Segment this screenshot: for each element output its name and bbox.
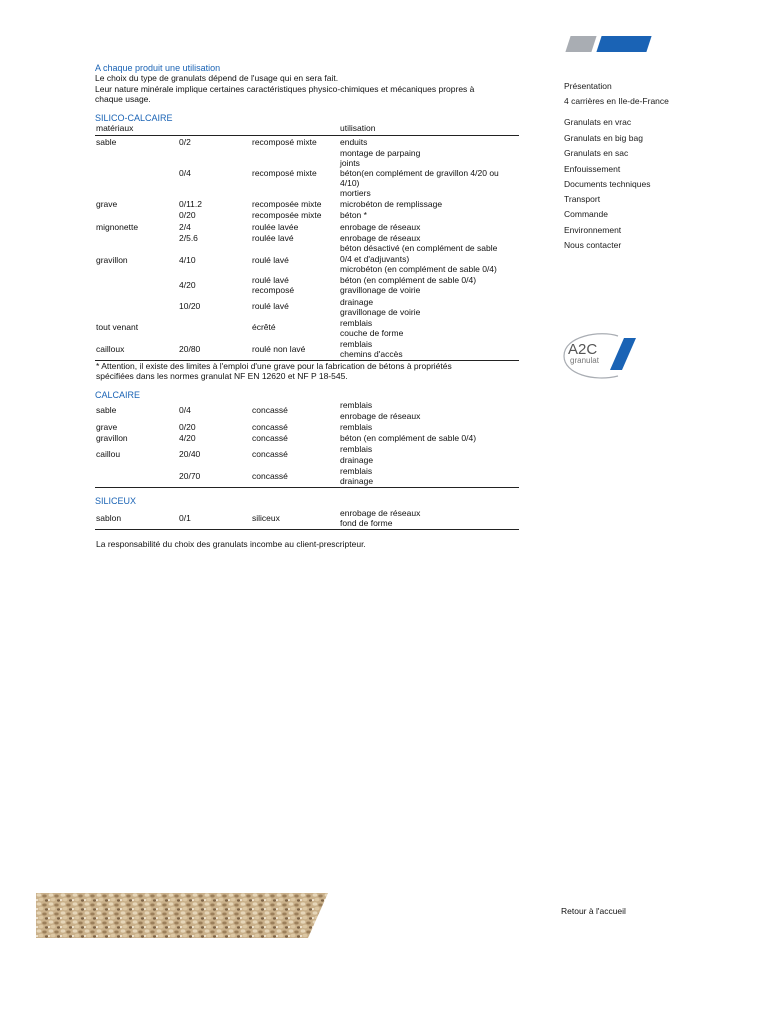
nav-item-carrieres[interactable]: 4 carrières en Ile-de-France: [564, 96, 669, 106]
cell-usage: drainage: [340, 455, 374, 465]
cell-size: 20/70: [179, 471, 201, 481]
cell-type: concassé: [252, 405, 288, 415]
cell-usage: gravillonage de voirie: [340, 307, 421, 317]
nav-item-enfouissement[interactable]: Enfouissement: [564, 164, 621, 174]
table-rule-top: [95, 135, 519, 136]
cell-size: 2/4: [179, 222, 191, 232]
cell-size: 0/2: [179, 137, 191, 147]
cell-size: 0/4: [179, 168, 191, 178]
cell-size: 0/1: [179, 513, 191, 523]
cell-material: gravillon: [96, 255, 128, 265]
cell-usage: béton (en complément de sable 0/4): [340, 275, 477, 285]
cell-size: 10/20: [179, 301, 201, 311]
cell-type: recomposé mixte: [252, 168, 317, 178]
cell-usage: enrobage de réseaux: [340, 233, 421, 243]
cell-usage: béton désactivé (en complément de sable: [340, 243, 498, 253]
cell-type: roulée lavée: [252, 222, 299, 232]
cell-usage: enrobage de réseaux: [340, 222, 421, 232]
cell-usage: fond de forme: [340, 518, 393, 528]
cell-size: 2/5.6: [179, 233, 198, 243]
nav-item-big-bag[interactable]: Granulats en big bag: [564, 133, 643, 143]
header-materials: matériaux: [96, 123, 134, 133]
cell-type: recomposé: [252, 285, 295, 295]
cell-material: tout venant: [96, 322, 139, 332]
intro-block: [95, 63, 515, 105]
cell-size: 4/20: [179, 433, 196, 443]
cell-usage: remblais: [340, 444, 373, 454]
cell-type: concassé: [252, 449, 288, 459]
cell-material: grave: [96, 422, 118, 432]
cell-usage: couche de forme: [340, 328, 404, 338]
cell-size: 0/20: [179, 422, 196, 432]
a2c-logo-sub: granulat: [570, 356, 599, 365]
cell-usage: béton(en complément de gravillon 4/20 ou: [340, 168, 499, 178]
cell-material: cailloux: [96, 344, 125, 354]
cell-material: sable: [96, 137, 117, 147]
cell-usage: 0/4 et d'adjuvants): [340, 254, 410, 264]
table-rule-calcaire: [95, 487, 519, 488]
gravel-texture: [36, 893, 328, 938]
cell-usage: drainage: [340, 297, 374, 307]
page-title: A chaque produit une utilisation: [95, 63, 221, 73]
cell-usage: chemins d'accès: [340, 349, 403, 359]
table-rule-siliceux: [95, 529, 519, 530]
nav-item-presentation[interactable]: Présentation: [564, 81, 612, 91]
cell-usage: montage de parpaing: [340, 148, 421, 158]
cell-material: caillou: [96, 449, 121, 459]
cell-type: recomposée mixte: [252, 199, 322, 209]
cell-type: concassé: [252, 422, 288, 432]
cell-usage: microbéton de remplissage: [340, 199, 443, 209]
cell-usage: remblais: [340, 339, 373, 349]
a2c-logo-text: A2C: [568, 341, 598, 358]
section-title-siliceux: SILICEUX: [95, 496, 137, 506]
cell-type: concassé: [252, 471, 288, 481]
cell-usage: enduits: [340, 137, 368, 147]
responsibility-note: La responsabilité du choix des granulats incombe au client-prescripteur.: [96, 539, 366, 549]
cell-usage: béton (en complément de sable 0/4): [340, 433, 477, 443]
cell-material: sablon: [96, 513, 122, 523]
footnote-line-2: spécifiées dans les normes granulat NF EN 12620 et NF P 18-545.: [96, 371, 348, 381]
nav-item-documents[interactable]: Documents techniques: [564, 179, 651, 189]
cell-size: 20/80: [179, 344, 201, 354]
cell-type: roulé lavé: [252, 275, 289, 285]
cell-usage: gravillonage de voirie: [340, 285, 421, 295]
cell-type: recomposé mixte: [252, 137, 317, 147]
cell-usage: enrobage de réseaux: [340, 411, 421, 421]
nav-item-environnement[interactable]: Environnement: [564, 225, 622, 235]
intro-line-1: Le choix du type de granulats dépend de l'usage qui en sera fait.: [95, 73, 339, 83]
cell-usage: remblais: [340, 466, 373, 476]
footnote-line-1: * Attention, il existe des limites à l'emploi d'une grave pour la fabrication de bétons à propriétés: [96, 361, 452, 371]
cell-usage: microbéton (en complément de sable 0/4): [340, 264, 497, 274]
cell-size: 0/4: [179, 405, 191, 415]
cell-size: 4/20: [179, 280, 196, 290]
cell-size: 0/11.2: [179, 199, 203, 209]
cell-type: roulé non lavé: [252, 344, 306, 354]
section-title-silico: SILICO-CALCAIRE: [95, 113, 173, 123]
nav-item-contact[interactable]: Nous contacter: [564, 240, 622, 250]
sidebar-nav: [564, 0, 744, 260]
cell-usage: remblais: [340, 318, 373, 328]
cell-size: 0/20: [179, 210, 196, 220]
cell-material: mignonette: [96, 222, 139, 232]
intro-line-2: Leur nature minérale implique certaines caractéristiques physico-chimiques et mécaniques propres à: [95, 83, 475, 94]
cell-material: sable: [96, 405, 117, 415]
cell-type: concassé: [252, 433, 288, 443]
cell-type: écrêté: [252, 322, 276, 332]
intro-line-3: chaque usage.: [95, 94, 151, 104]
nav-item-commande[interactable]: Commande: [564, 209, 608, 219]
cell-size: 20/40: [179, 449, 201, 459]
header-usage: utilisation: [340, 123, 376, 133]
cell-type: roulé lavé: [252, 255, 289, 265]
cell-usage: remblais: [340, 400, 373, 410]
cell-usage: remblais: [340, 422, 373, 432]
back-home-link[interactable]: Retour à l'accueil: [561, 906, 626, 916]
cell-type: recomposée mixte: [252, 210, 322, 220]
cell-type: roulée lavé: [252, 233, 294, 243]
cell-usage: enrobage de réseaux: [340, 508, 421, 518]
cell-usage: drainage: [340, 476, 374, 486]
cell-usage: 4/10): [340, 178, 360, 188]
a2c-logo[interactable]: [560, 330, 640, 382]
cell-type: roulé lavé: [252, 301, 289, 311]
cell-usage: béton *: [340, 210, 367, 220]
cell-size: 4/10: [179, 255, 196, 265]
section-title-calcaire: CALCAIRE: [95, 390, 141, 400]
cell-material: grave: [96, 199, 118, 209]
nav-item-sac[interactable]: Granulats en sac: [564, 148, 629, 158]
gravel-photo: [36, 893, 328, 938]
cell-usage: joints: [340, 158, 360, 168]
cell-usage: mortiers: [340, 188, 371, 198]
cell-type: siliceux: [252, 513, 280, 523]
nav-item-transport[interactable]: Transport: [564, 194, 601, 204]
cell-material: gravillon: [96, 433, 128, 443]
nav-item-vrac[interactable]: Granulats en vrac: [564, 117, 632, 127]
